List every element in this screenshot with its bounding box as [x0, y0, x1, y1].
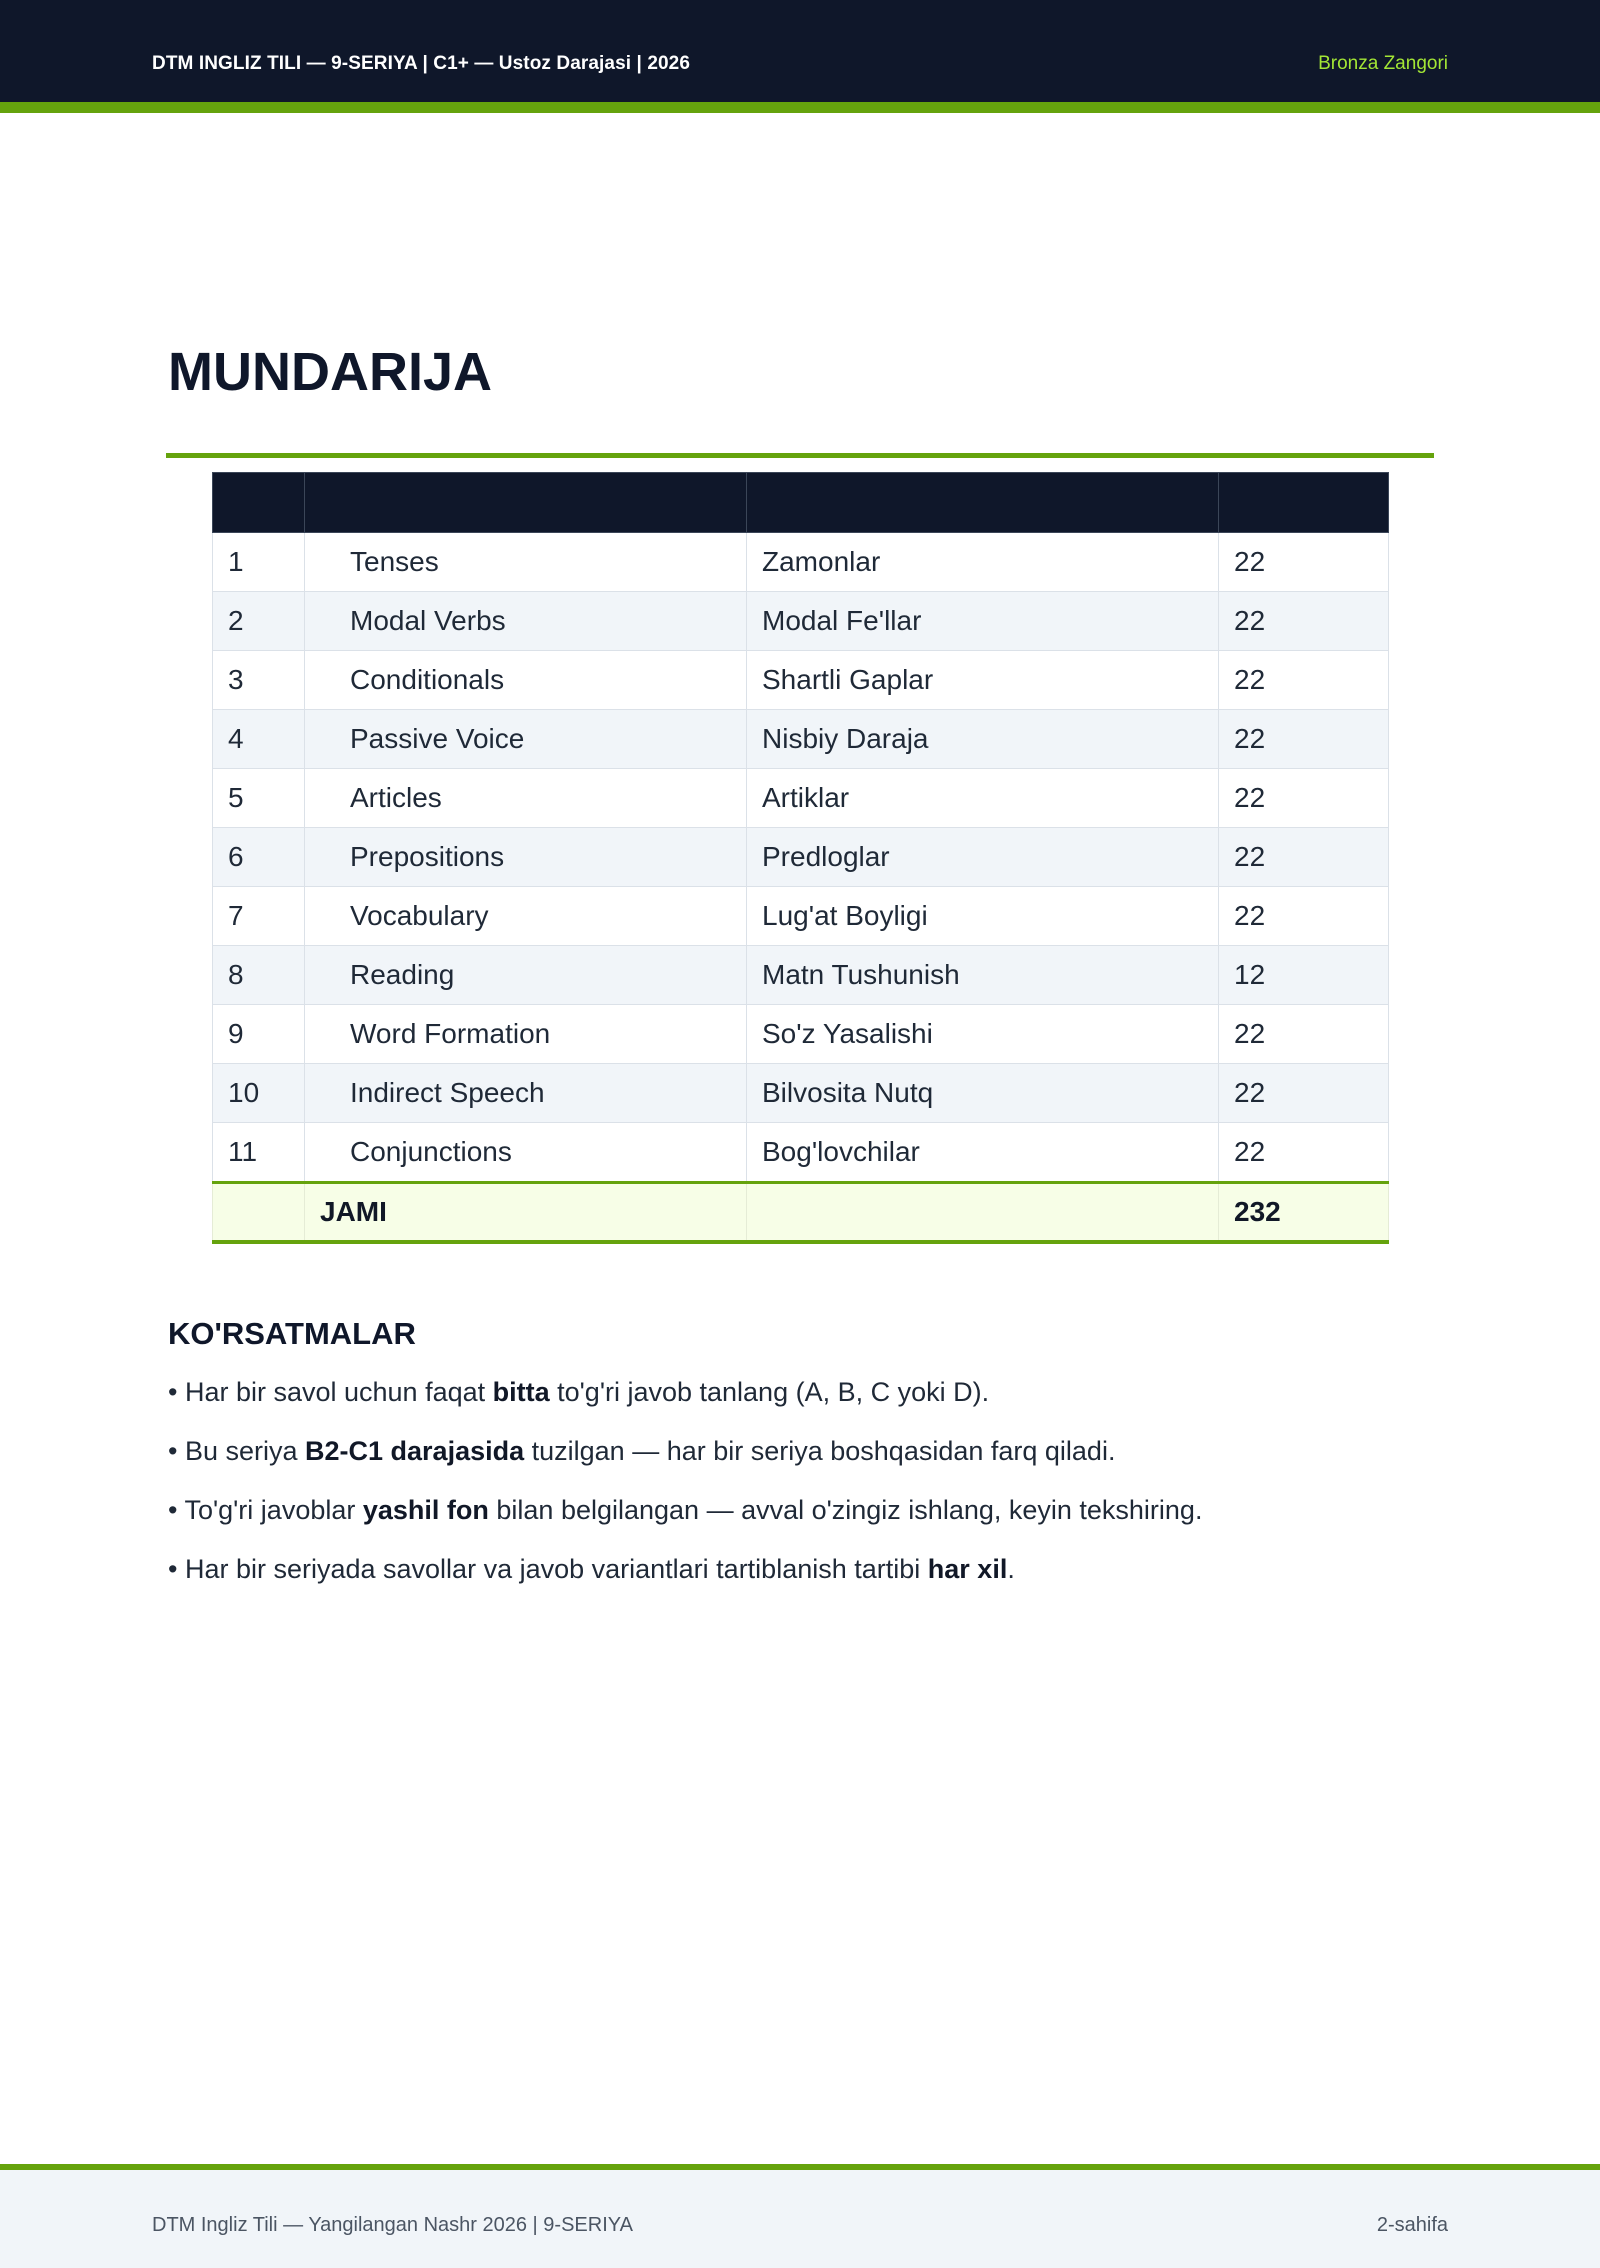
row-number-cell: 1: [213, 533, 305, 592]
table-row: [213, 828, 1389, 887]
series-label: DTM INGLIZ TILI — 9-SERIYA | C1+ — Ustoz Darajasi | 2026: [152, 53, 690, 74]
topic-uzbek-cell: Lug'at Boyligi: [747, 887, 1219, 946]
instruction-item: • Bu seriya B2-C1 darajasida tuzilgan — har bir seriya boshqasidan farq qiladi.: [168, 1436, 1116, 1466]
row-number-cell: 9: [213, 1005, 305, 1064]
question-count-cell: 22: [1219, 651, 1389, 710]
question-count-cell: 22: [1219, 533, 1389, 592]
topic-uzbek-cell: Modal Fe'llar: [747, 592, 1219, 651]
topic-uzbek-cell: Nisbiy Daraja: [747, 710, 1219, 769]
instruction-item: • To'g'ri javoblar yashil fon bilan belgilangan — avval o'zingiz ishlang, keyin tekshiring.: [168, 1495, 1203, 1525]
topic-uzbek-cell: Bog'lovchilar: [747, 1123, 1219, 1183]
table-row: [213, 1123, 1389, 1183]
row-number-cell: 2: [213, 592, 305, 651]
page-title: MUNDARIJA: [168, 342, 492, 402]
instruction-item: • Har bir seriyada savollar va javob variantlari tartiblanish tartibi har xil.: [168, 1554, 1015, 1584]
question-count-cell: 22: [1219, 1123, 1389, 1183]
question-count-cell: 12: [1219, 946, 1389, 1005]
header-cell: [213, 473, 305, 533]
table-row: [213, 946, 1389, 1005]
contents-table: [212, 472, 1389, 1244]
total-label: JAMI: [305, 1183, 747, 1243]
topic-uzbek-cell: Matn Tushunish: [747, 946, 1219, 1005]
row-number-cell: 5: [213, 769, 305, 828]
total-num-cell: [213, 1183, 305, 1243]
topic-english-cell: Articles: [305, 769, 747, 828]
topic-english-cell: Conditionals: [305, 651, 747, 710]
topic-english-cell: Reading: [305, 946, 747, 1005]
table-row: [213, 1005, 1389, 1064]
page-number: 2-sahifa: [1376, 2214, 1448, 2236]
table-row: [213, 710, 1389, 769]
question-count-cell: 22: [1219, 592, 1389, 651]
topic-uzbek-cell: Zamonlar: [747, 533, 1219, 592]
table-row: [213, 592, 1389, 651]
footer-edition: DTM Ingliz Tili — Yangilangan Nashr 2026 | 9-SERIYA: [152, 2214, 633, 2236]
topic-english-cell: Prepositions: [305, 828, 747, 887]
question-count-cell: 22: [1219, 1064, 1389, 1123]
instructions-list: [168, 1372, 1202, 1608]
row-number-cell: 8: [213, 946, 305, 1005]
contents-table-body: [213, 533, 1389, 1183]
topic-english-cell: Word Formation: [305, 1005, 747, 1064]
topic-english-cell: Indirect Speech: [305, 1064, 747, 1123]
header-cell: [1219, 473, 1389, 533]
header-cell: [747, 473, 1219, 533]
row-number-cell: 11: [213, 1123, 305, 1183]
page-footer: [0, 2164, 1600, 2268]
row-number-cell: 4: [213, 710, 305, 769]
question-count-cell: 22: [1219, 769, 1389, 828]
question-count-cell: 22: [1219, 1005, 1389, 1064]
topic-uzbek-cell: Bilvosita Nutq: [747, 1064, 1219, 1123]
instruction-item: • Har bir savol uchun faqat bitta to'g'ri javob tanlang (A, B, C yoki D).: [168, 1377, 990, 1407]
table-row: [213, 533, 1389, 592]
topic-english-cell: Passive Voice: [305, 710, 747, 769]
total-row: [213, 1183, 1389, 1243]
table-row: [213, 887, 1389, 946]
question-count-cell: 22: [1219, 710, 1389, 769]
row-number-cell: 3: [213, 651, 305, 710]
topic-uzbek-cell: Predloglar: [747, 828, 1219, 887]
topic-english-cell: Modal Verbs: [305, 592, 747, 651]
total-empty-cell: [747, 1183, 1219, 1243]
brand-label: Bronza Zangori: [1318, 53, 1448, 74]
question-count-cell: 22: [1219, 828, 1389, 887]
topic-uzbek-cell: So'z Yasalishi: [747, 1005, 1219, 1064]
topic-english-cell: Vocabulary: [305, 887, 747, 946]
table-row: [213, 651, 1389, 710]
header-cell: [305, 473, 747, 533]
topic-english-cell: Tenses: [305, 533, 747, 592]
topic-uzbek-cell: Shartli Gaplar: [747, 651, 1219, 710]
table-row: [213, 769, 1389, 828]
instructions-title: KO'RSATMALAR: [168, 1316, 416, 1351]
row-number-cell: 6: [213, 828, 305, 887]
title-divider: [166, 453, 1434, 458]
question-count-cell: 22: [1219, 887, 1389, 946]
page-header: [0, 0, 1600, 113]
row-number-cell: 7: [213, 887, 305, 946]
topic-uzbek-cell: Artiklar: [747, 769, 1219, 828]
total-value: 232: [1219, 1183, 1389, 1243]
row-number-cell: 10: [213, 1064, 305, 1123]
contents-table-header: [213, 473, 1389, 533]
topic-english-cell: Conjunctions: [305, 1123, 747, 1183]
table-row: [213, 1064, 1389, 1123]
